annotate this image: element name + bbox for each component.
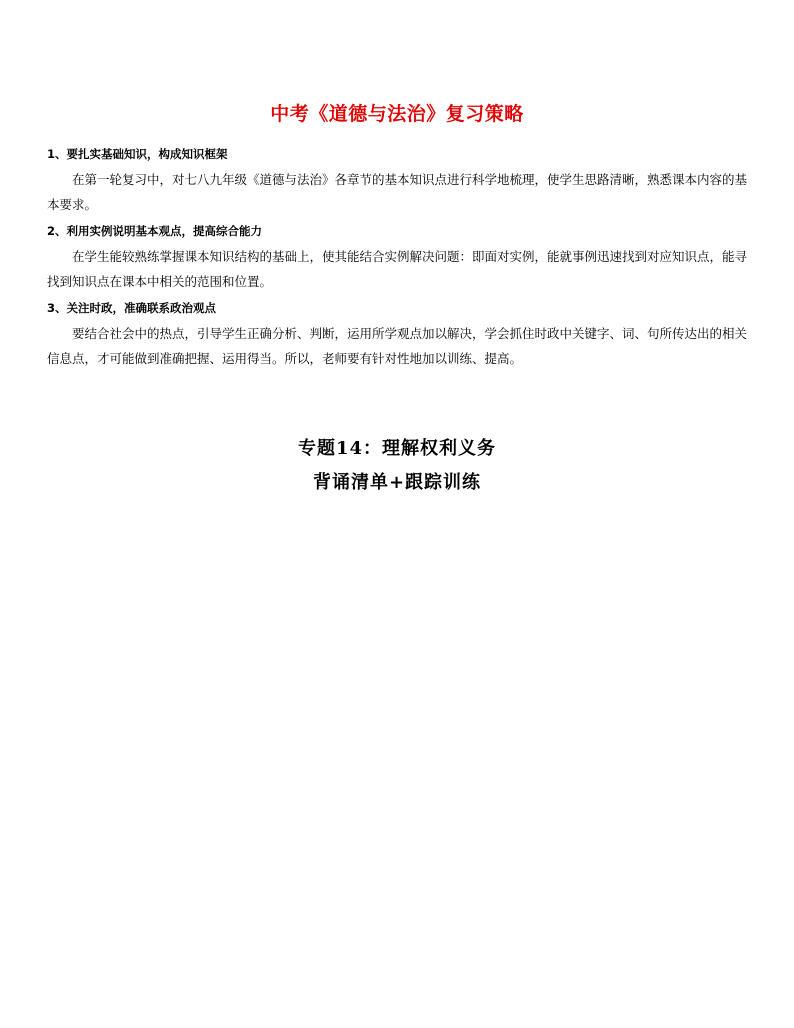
strategy-section-2 [47,222,747,294]
section-heading: 2、利用实例说明基本观点，提高综合能力 [47,224,262,238]
section-body: 在学生能较熟练掌握课本知识结构的基础上，使其能结合实例解决问题：即面对实例，能就事例迅速找到对应知识点，能寻找到知识点在课本中相关的范围和位置。 [47,249,748,289]
section-body: 在第一轮复习中，对七八九年级《道德与法治》各章节的基本知识点进行科学地梳理，使学生思路清晰，熟悉课本内容的基本要求。 [47,172,748,212]
topic-block [0,432,794,500]
strategy-section-3 [47,299,747,371]
strategy-section-1 [47,145,747,217]
section-body: 要结合社会中的热点，引导学生正确分析、判断，运用所学观点加以解决，学会抓住时政中关键字、词、句所传达出的相关信息点，才可能做到准确把握、运用得当。所以，老师要有针对性地加以训练、提高。 [47,326,748,366]
topic-subtitle: 背诵清单+跟踪训练 [312,472,482,493]
main-title: 中考《道德与法治》复习策略 [270,103,524,125]
section-heading: 1、要扎实基础知识，构成知识框架 [47,147,228,161]
topic-title: 专题14：理解权利义务 [297,438,497,459]
strategy-list [47,145,747,376]
section-heading: 3、关注时政，准确联系政治观点 [47,301,216,315]
